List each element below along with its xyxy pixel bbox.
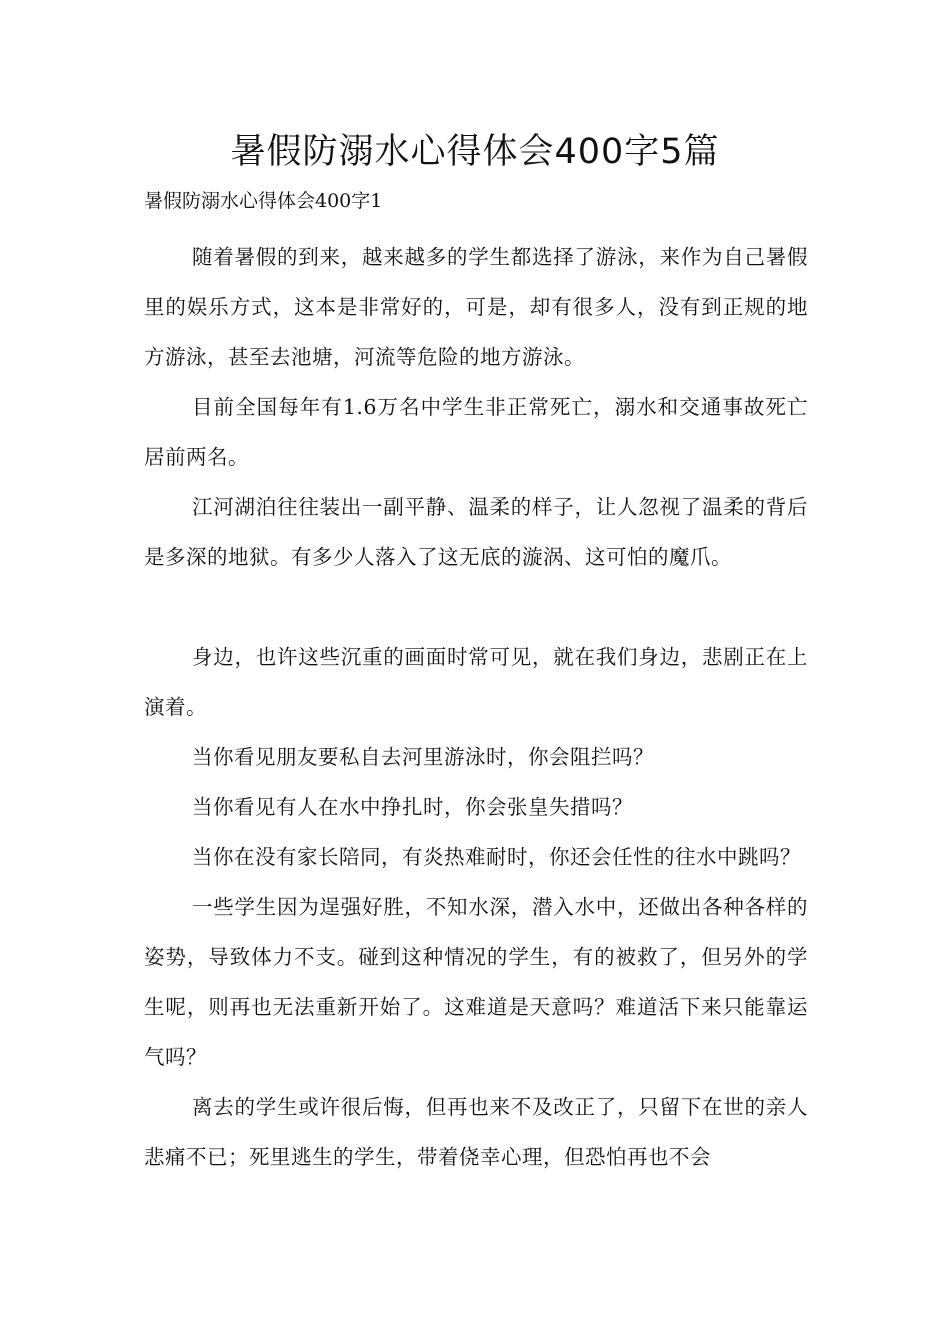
paragraph: 身边，也许这些沉重的画面时常可见，就在我们身边，悲剧正在上演着。: [144, 645, 808, 719]
paragraph: 当你看见朋友要私自去河里游泳时，你会阻拦吗？: [192, 745, 654, 769]
paragraph: 目前全国每年有1.6万名中学生非正常死亡，溺水和交通事故死亡居前两名。: [144, 395, 808, 469]
section-heading: 暑假防溺水心得体会400字1: [144, 190, 383, 212]
document-body: [144, 232, 808, 1182]
paragraph: 当你看见有人在水中挣扎时，你会张皇失措吗？: [192, 795, 633, 819]
paragraph: 江河湖泊往往装出一副平静、温柔的样子，让人忽视了温柔的背后是多深的地狱。有多少人落入了这无底的漩涡、这可怕的魔爪。: [144, 495, 808, 569]
paragraph: 离去的学生或许很后悔，但再也来不及改正了，只留下在世的亲人悲痛不已；死里逃生的学生，带着侥幸心理，但恐怕再也不会: [144, 1095, 808, 1169]
paragraph: 一些学生因为逞强好胜，不知水深，潜入水中，还做出各种各样的姿势，导致体力不支。碰到这种情况的学生，有的被救了，但另外的学生呢，则再也无法重新开始了。这难道是天意吗？难道活下来只能靠运气吗？: [144, 895, 808, 1069]
document-title: 暑假防溺水心得体会400字5篇: [230, 132, 720, 172]
paragraph: 随着暑假的到来，越来越多的学生都选择了游泳，来作为自己暑假里的娱乐方式，这本是非常好的，可是，却有很多人，没有到正规的地方游泳，甚至去池塘，河流等危险的地方游泳。: [144, 245, 808, 369]
paragraph: 当你在没有家长陪同，有炎热难耐时，你还会任性的往水中跳吗？: [192, 845, 801, 869]
